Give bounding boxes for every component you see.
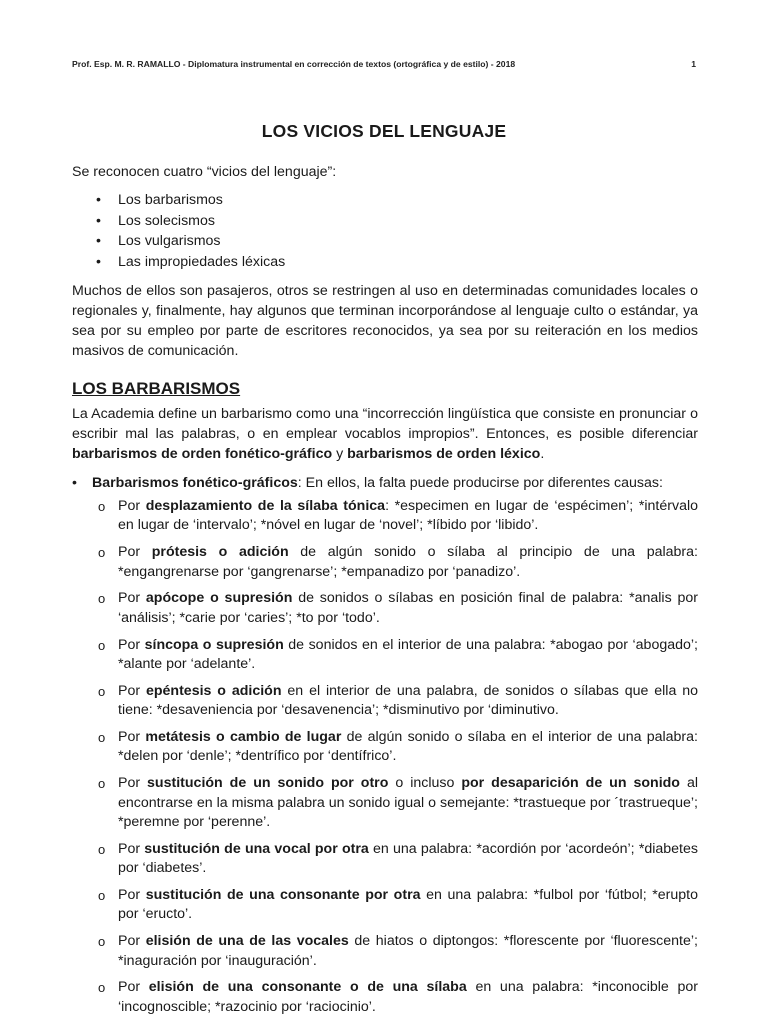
section-heading: LOS BARBARISMOS <box>72 379 241 398</box>
cause-term: elisión de una de las vocales <box>145 933 349 950</box>
cause-item <box>72 840 698 879</box>
cause-item <box>72 978 698 1017</box>
list-item-label: Los solecismos <box>118 212 215 229</box>
cause-term: desplazamiento de la sílaba tónica <box>145 498 386 514</box>
cause-item <box>72 497 698 536</box>
bullet-icon: • <box>96 253 101 270</box>
cause-term: apócope o supresión <box>145 590 293 607</box>
causes-list <box>72 497 698 1017</box>
definition-end: . <box>540 446 545 462</box>
intro-text: Se reconocen cuatro “vicios del lenguaje”: <box>72 164 337 180</box>
list-item <box>72 211 698 232</box>
cause-prefix: Por <box>118 933 146 950</box>
cause-text-secondary: al encontrarse en la misma palabra un sonido igual o semejante: *trastueque por ´trastrueque’; *peremne por ‘perenne’. <box>118 775 698 831</box>
cause-term: elisión de una consonante o de una sílaba <box>148 979 467 996</box>
cause-item <box>72 774 698 832</box>
cause-item <box>72 728 698 767</box>
cause-item <box>72 932 698 971</box>
cause-item <box>72 682 698 721</box>
cause-prefix: Por <box>118 544 152 561</box>
cause-text: de algún sonido o sílaba en el interior de una palabra: *delen por ‘denle’; *dentrífico por ‘dentífrico’. <box>118 729 698 765</box>
circle-bullet-icon: o <box>98 888 106 904</box>
definition-bold-phonetic: barbarismos de orden fonético-gráfico <box>72 446 333 462</box>
cause-text: en el interior de una palabra, de sonidos o sílabas que ella no tiene: *desaveniencia por ‘desavenencia’; *disminutivo por ‘diminutivo. <box>118 682 698 719</box>
cause-text: de hiatos o diptongos: *florescente por ‘fluorescente’; *inaguración por ‘inauguración’. <box>118 933 698 969</box>
circle-bullet-icon: o <box>98 980 106 996</box>
definition-paragraph <box>72 404 698 464</box>
cause-text: en una palabra: *acordión por ‘acordeón’; *diabetes por ‘diabetes’. <box>118 840 698 877</box>
circle-bullet-icon: o <box>98 934 106 950</box>
document-body <box>72 162 698 1025</box>
cause-term: prótesis o adición <box>151 544 289 561</box>
circle-bullet-icon: o <box>98 776 106 792</box>
circle-bullet-icon: o <box>98 591 106 607</box>
list-item <box>72 231 698 252</box>
page-header <box>72 59 696 69</box>
subsection-phonetic <box>72 473 698 493</box>
cause-prefix: Por <box>118 979 149 996</box>
bullet-icon: • <box>72 475 77 491</box>
list-item-label: Las impropiedades léxicas <box>118 253 286 270</box>
list-item <box>72 252 698 273</box>
cause-prefix: Por <box>118 682 146 699</box>
bullet-icon: • <box>96 192 101 208</box>
circle-bullet-icon: o <box>98 683 106 699</box>
cause-term: epéntesis o adición <box>145 682 282 699</box>
cause-prefix: Por <box>118 840 145 857</box>
cause-text: en una palabra: *fulbol por ‘fútbol; *erupto por ‘eructo’. <box>118 887 699 923</box>
document-title: LOS VICIOS DEL LENGUAJE <box>261 121 507 141</box>
cause-item <box>72 589 698 628</box>
cause-prefix: Por <box>118 729 146 746</box>
circle-bullet-icon: o <box>98 545 106 561</box>
intro-paragraph: Muchos de ellos son pasajeros, otros se restringen al uso en determinadas comunidades locales o regionales y, finalmente, hay algunos que terminan incorporándose al lenguaje culto o estándar, ya sea por su empleo por parte de escritores reconocidos, ya sea por su reiteración en los medios masivos de comunicación. <box>72 283 698 359</box>
cause-term: síncopa o supresión <box>144 636 284 653</box>
cause-prefix: Por <box>118 590 146 607</box>
definition-connector: y <box>332 446 348 462</box>
cause-item <box>72 886 698 925</box>
cause-prefix: Por <box>118 636 145 653</box>
cause-text: : *especimen en lugar de ‘espécimen’; *intérvalo en lugar de ‘intervalo’; *nóvel en lugar de ‘novel’; *líbido por ‘libido’. <box>118 498 699 534</box>
definition-bold-lexical: barbarismos de orden léxico <box>347 446 541 462</box>
list-item-label: Los vulgarismos <box>118 233 221 249</box>
subsection-text: : En ellos, la falta puede producirse por diferentes causas: <box>297 475 663 491</box>
list-item-label: Los barbarismos <box>118 192 223 208</box>
cause-text: en una palabra: *inconocible por ‘incognoscible; *razocinio por ‘raciocinio’. <box>118 979 698 1015</box>
circle-bullet-icon: o <box>98 841 106 857</box>
cause-item <box>72 636 698 675</box>
bullet-icon: • <box>96 212 101 229</box>
vicios-list <box>72 190 698 272</box>
cause-prefix: Por <box>118 887 146 904</box>
cause-prefix: Por <box>118 498 146 514</box>
cause-text: de sonidos o sílabas en posición final de palabra: *analis por ‘análisis’; *carie por ‘caries’; *to por ‘todo’. <box>118 590 698 626</box>
cause-term-secondary: por desaparición de un sonido <box>461 775 680 792</box>
circle-bullet-icon: o <box>98 637 106 653</box>
cause-item <box>72 543 698 582</box>
cause-text: o incluso <box>388 775 462 792</box>
page-number: 1 <box>691 59 696 69</box>
cause-text: de sonidos en el interior de una palabra: *abogao por ‘abogado’; *alante por ‘adelante’. <box>118 636 698 673</box>
circle-bullet-icon: o <box>98 499 106 514</box>
cause-text: de algún sonido o sílaba al principio de una palabra: *engangrenarse por ‘gangrenarse’; *empanadizo por ‘panadizo’. <box>118 544 698 580</box>
bullet-icon: • <box>96 233 101 249</box>
cause-term: metátesis o cambio de lugar <box>145 729 342 746</box>
circle-bullet-icon: o <box>98 730 106 746</box>
definition-text: La Academia define un barbarismo como una “incorrección lingüística que consiste en pronunciar o escribir mal las palabras, o en emplear vocablos impropios”. Entonces, es posible diferenciar <box>72 406 698 442</box>
header-text: Prof. Esp. M. R. RAMALLO - Diplomatura instrumental en corrección de textos (ortográfica y de estilo) - 2018 <box>72 59 516 69</box>
cause-term: sustitución de una vocal por otra <box>144 840 369 857</box>
subsection-title: Barbarismos fonético-gráficos <box>92 475 298 491</box>
list-item <box>72 190 698 211</box>
cause-term: sustitución de un sonido por otro <box>147 775 389 792</box>
cause-term: sustitución de una consonante por otra <box>145 887 421 904</box>
cause-prefix: Por <box>118 775 148 792</box>
